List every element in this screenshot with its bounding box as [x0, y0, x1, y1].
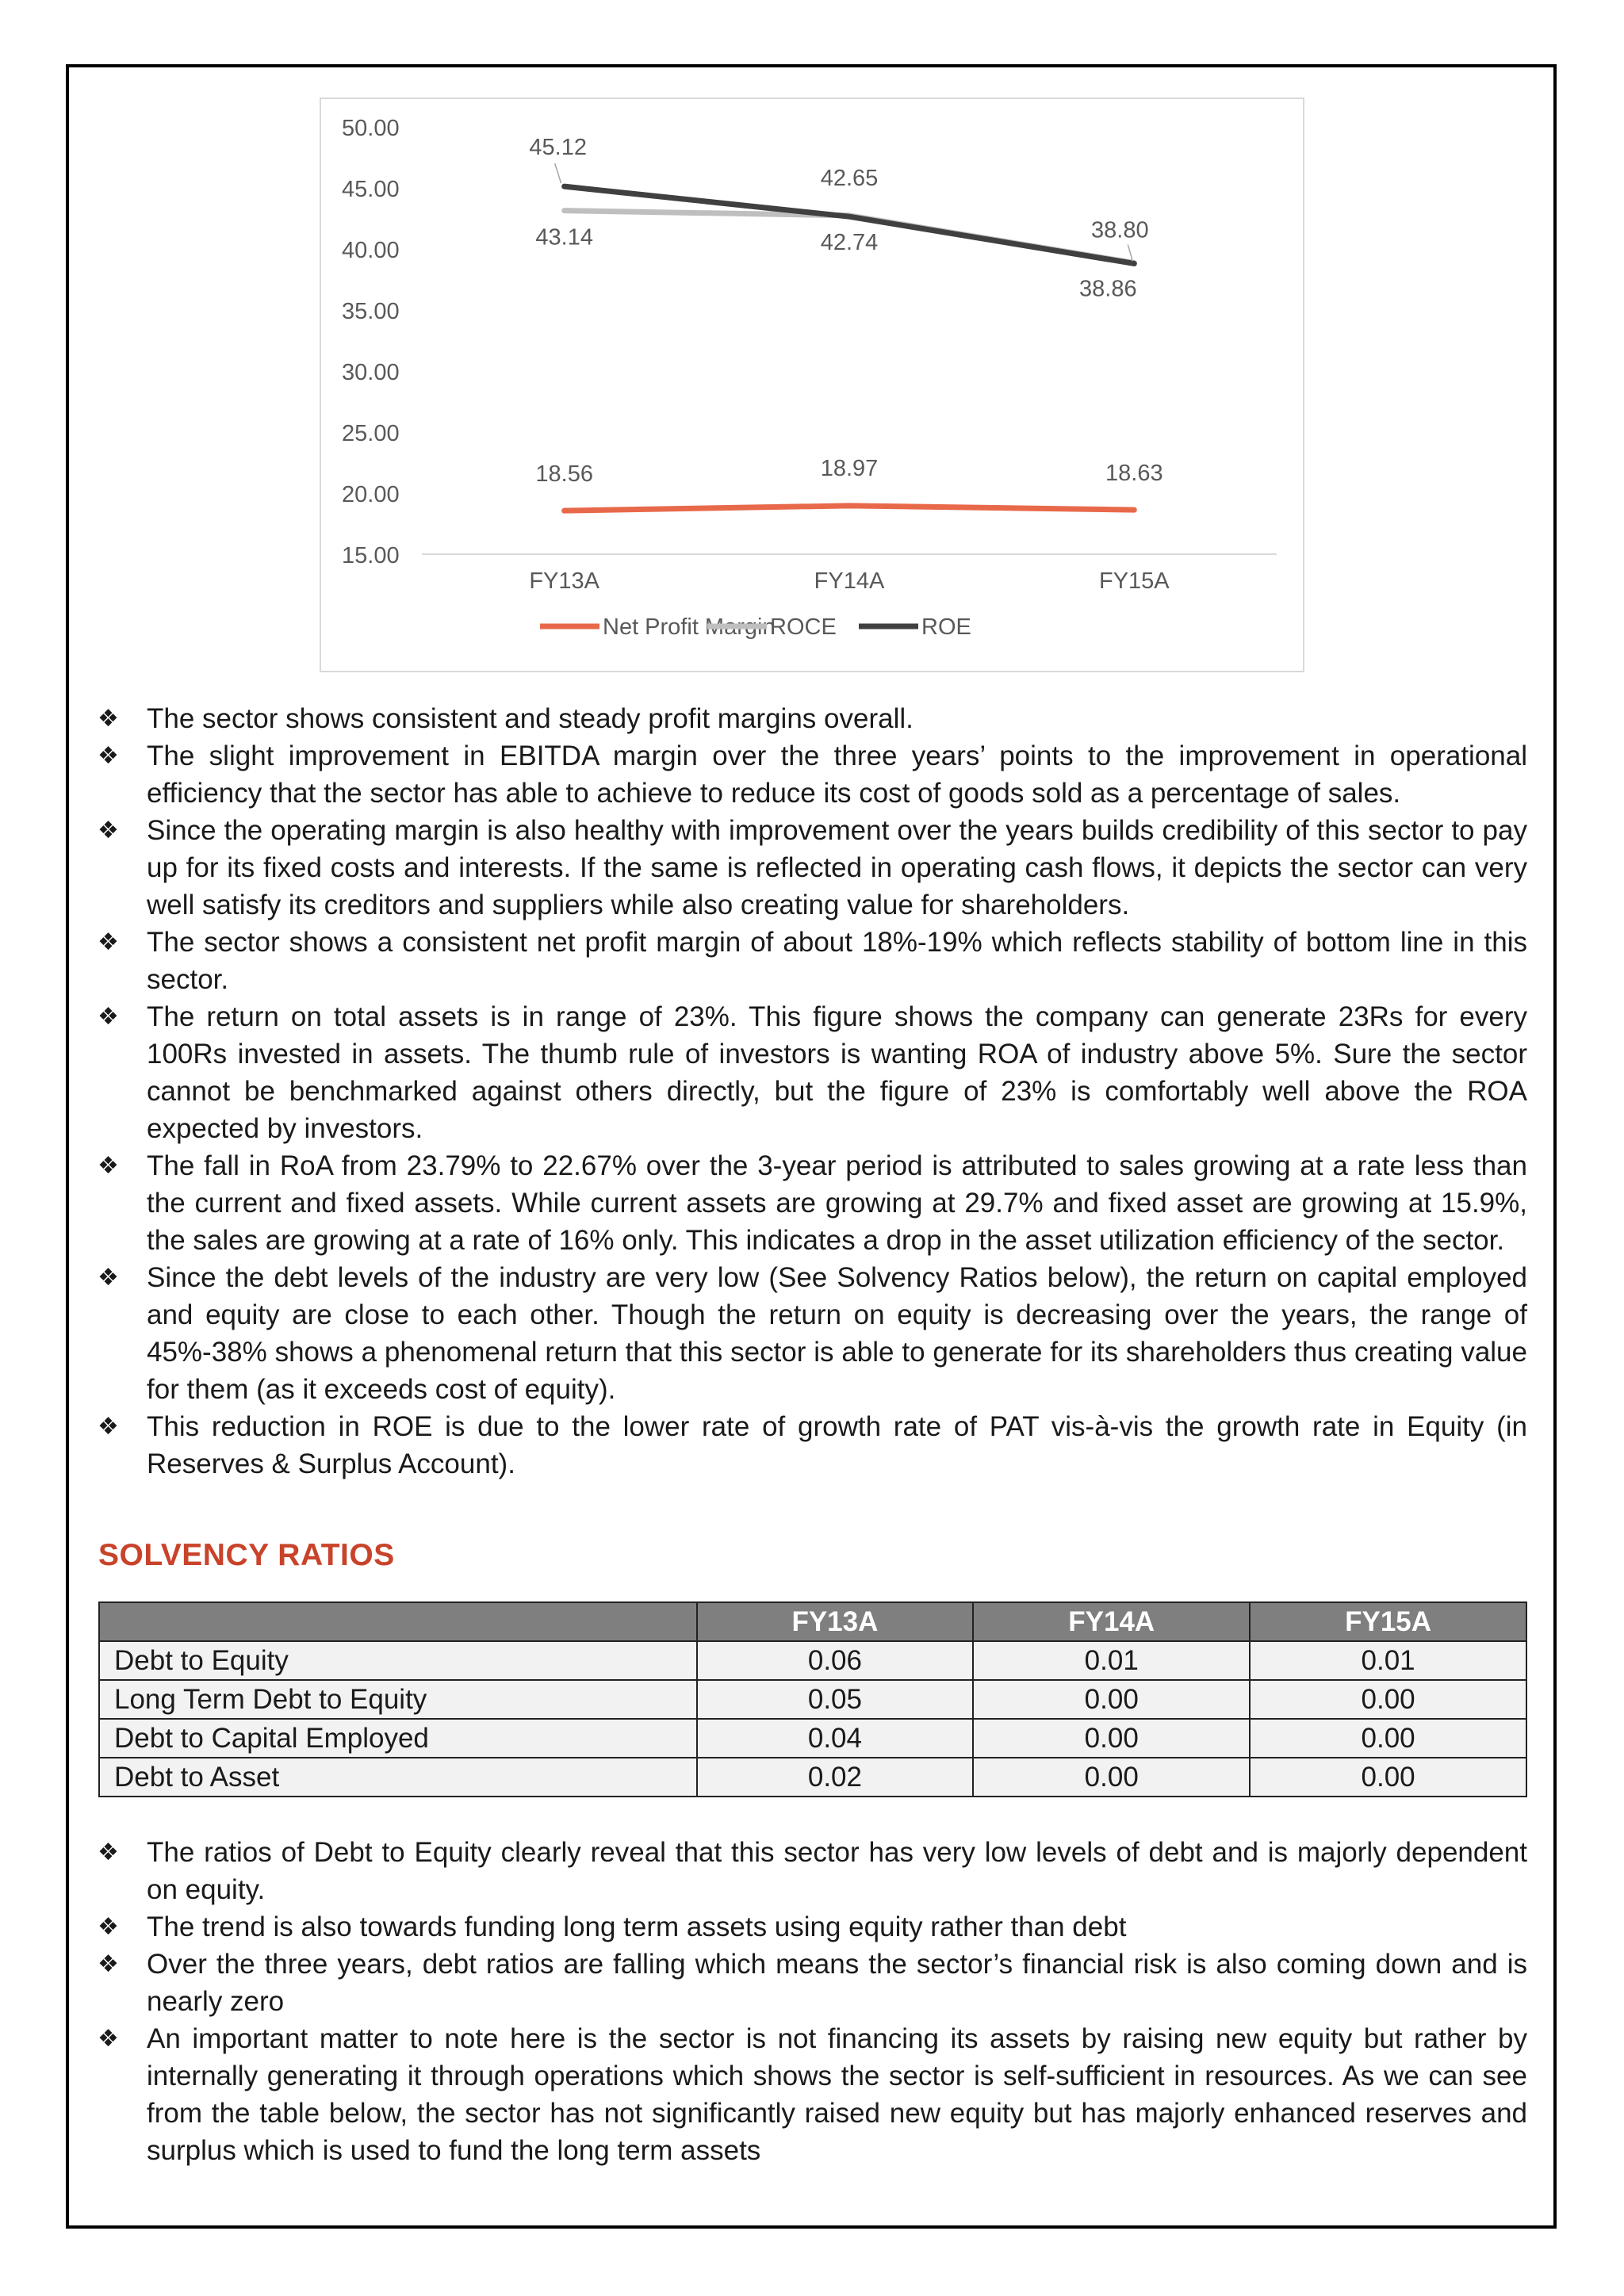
data-point [848, 504, 851, 507]
table-row [99, 1680, 1526, 1719]
list-item [95, 1946, 1527, 2020]
list-item [95, 2020, 1527, 2169]
bullet-text: The slight improvement in EBITDA margin over the three years’ points to the improvement in operational efficiency that the sector has able to achieve to reduce its cost of goods sold as a percentage of sales. [147, 740, 1527, 809]
table-cell: 0.00 [973, 1680, 1250, 1719]
label-leader-line [1128, 244, 1132, 261]
data-label: 42.65 [820, 166, 879, 192]
list-item [95, 812, 1527, 924]
list-item [95, 1834, 1527, 1908]
profitability-bullet-list [95, 700, 1527, 1483]
list-item [95, 998, 1527, 1147]
row-label: Debt to Equity [99, 1641, 697, 1680]
table-cell: 0.00 [973, 1758, 1250, 1797]
solvency-ratios-table [98, 1601, 1527, 1797]
y-tick-label: 15.00 [342, 543, 400, 568]
data-label: 43.14 [535, 224, 593, 251]
table-header-cell [99, 1602, 697, 1641]
data-point [848, 215, 851, 218]
list-item [95, 1908, 1527, 1946]
table-row [99, 1719, 1526, 1758]
diamond-bullet-icon: ❖ [98, 742, 119, 770]
list-item [95, 924, 1527, 998]
row-label: Debt to Asset [99, 1758, 697, 1797]
x-tick-label: FY14A [814, 568, 885, 594]
row-label: Long Term Debt to Equity [99, 1680, 697, 1719]
data-label: 18.56 [535, 461, 593, 488]
bullet-text: Since the operating margin is also healthy with improvement over the years builds credibility of this sector to pay up for its fixed costs and interests. If the same is reflected in operating cash flows, it depicts the sector can very well satisfy its creditors and suppliers while also creating value for shareholders. [147, 815, 1527, 920]
bullet-text: The sector shows a consistent net profit margin of about 18%-19% which reflects stability of bottom line in this sector. [147, 927, 1527, 995]
data-label: 45.12 [529, 135, 587, 161]
data-label: 38.86 [1079, 276, 1137, 302]
y-tick-label: 20.00 [342, 482, 400, 507]
y-tick-label: 25.00 [342, 421, 400, 446]
data-label: 18.97 [820, 455, 879, 481]
data-label: 38.80 [1091, 217, 1149, 243]
table-header-cell: FY15A [1250, 1602, 1526, 1641]
section-heading-solvency: SOLVENCY RATIOS [98, 1538, 395, 1572]
data-label: 42.74 [820, 229, 879, 255]
x-tick-label: FY13A [529, 568, 600, 594]
table-header-row [99, 1602, 1526, 1641]
table-row [99, 1758, 1526, 1797]
table-cell: 0.04 [697, 1719, 974, 1758]
list-item [95, 1259, 1527, 1408]
table-cell: 0.00 [1250, 1758, 1526, 1797]
y-tick-label: 40.00 [342, 238, 400, 263]
profitability-line-chart [320, 98, 1304, 672]
legend-label: ROE [921, 614, 971, 640]
y-tick-label: 45.00 [342, 177, 400, 202]
table-cell: 0.01 [973, 1641, 1250, 1680]
bullet-text: The ratios of Debt to Equity clearly reveal that this sector has very low levels of debt and is majorly dependent on equity. [147, 1837, 1527, 1905]
bullet-text: Since the debt levels of the industry are very low (See Solvency Ratios below), the return on capital employed and equity are close to each other. Though the return on equity is decreasing over the years, the range of 45%-38% shows a phenomenal return that this sector is able to generate for its shareholders thus creating value for them (as it exceeds cost of equity). [147, 1262, 1527, 1405]
table-cell: 0.06 [697, 1641, 974, 1680]
bullet-text: The return on total assets is in range of 23%. This figure shows the company can generate 23Rs for every 100Rs invested in assets. The thumb rule of investors is wanting ROA of industry above 5%. Sure the sector cannot be benchmarked against others directly, but the figure of 23% is comfortably well above the ROA expected by investors. [147, 1001, 1527, 1144]
table-cell: 0.00 [1250, 1680, 1526, 1719]
legend-label: Net Profit Margin [603, 614, 776, 640]
table-cell: 0.00 [973, 1719, 1250, 1758]
list-item [95, 737, 1527, 812]
bullet-text: The trend is also towards funding long term assets using equity rather than debt [147, 1911, 1127, 1942]
data-point [563, 509, 566, 512]
diamond-bullet-icon: ❖ [98, 2025, 119, 2053]
table-cell: 0.05 [697, 1680, 974, 1719]
table-header-cell: FY13A [697, 1602, 974, 1641]
data-point [563, 209, 566, 212]
data-point [1132, 262, 1136, 265]
x-tick-label: FY15A [1098, 568, 1170, 594]
list-item [95, 1408, 1527, 1483]
bullet-text: This reduction in ROE is due to the lower rate of growth rate of PAT vis-à-vis the growth rate in Equity (in Reserves & Surplus Account). [147, 1411, 1527, 1479]
chart-svg [321, 99, 1303, 671]
table-cell: 0.00 [1250, 1719, 1526, 1758]
y-tick-label: 30.00 [342, 360, 400, 385]
diamond-bullet-icon: ❖ [98, 1264, 119, 1292]
y-tick-label: 50.00 [342, 116, 400, 141]
legend-label: ROCE [770, 614, 837, 640]
diamond-bullet-icon: ❖ [98, 1413, 119, 1441]
diamond-bullet-icon: ❖ [98, 705, 119, 733]
diamond-bullet-icon: ❖ [98, 1152, 119, 1180]
bullet-text: The fall in RoA from 23.79% to 22.67% over the 3-year period is attributed to sales growing at a rate less than the current and fixed assets. While current assets are growing at 29.7% and fixed asset are growing at 15.9%, the sales are growing at a rate of 16% only. This indicates a drop in the asset utilization efficiency of the sector. [147, 1150, 1527, 1256]
diamond-bullet-icon: ❖ [98, 1913, 119, 1941]
data-point [1132, 508, 1136, 511]
table-header-cell: FY14A [973, 1602, 1250, 1641]
table-cell: 0.01 [1250, 1641, 1526, 1680]
bullet-text: An important matter to note here is the sector is not financing its assets by raising new equity but rather by internally generating it through operations which shows the sector is self-sufficient in resources. As we can see from the table below, the sector has not significantly raised new equity but has majorly enhanced reserves and surplus which is used to fund the long term assets [147, 2023, 1527, 2166]
table-cell: 0.02 [697, 1758, 974, 1797]
data-point [563, 185, 566, 188]
y-tick-label: 35.00 [342, 299, 400, 324]
table-row [99, 1641, 1526, 1680]
diamond-bullet-icon: ❖ [98, 1003, 119, 1031]
row-label: Debt to Capital Employed [99, 1719, 697, 1758]
bullet-text: Over the three years, debt ratios are falling which means the sector’s financial risk is also coming down and is nearly zero [147, 1949, 1527, 2017]
diamond-bullet-icon: ❖ [98, 1839, 119, 1866]
diamond-bullet-icon: ❖ [98, 928, 119, 956]
list-item [95, 1147, 1527, 1259]
data-label: 18.63 [1105, 461, 1163, 487]
bullet-text: The sector shows consistent and steady profit margins overall. [147, 703, 914, 734]
label-leader-line [555, 163, 561, 183]
solvency-bullet-list [95, 1834, 1527, 2169]
diamond-bullet-icon: ❖ [98, 1950, 119, 1978]
list-item [95, 700, 1527, 737]
diamond-bullet-icon: ❖ [98, 817, 119, 844]
